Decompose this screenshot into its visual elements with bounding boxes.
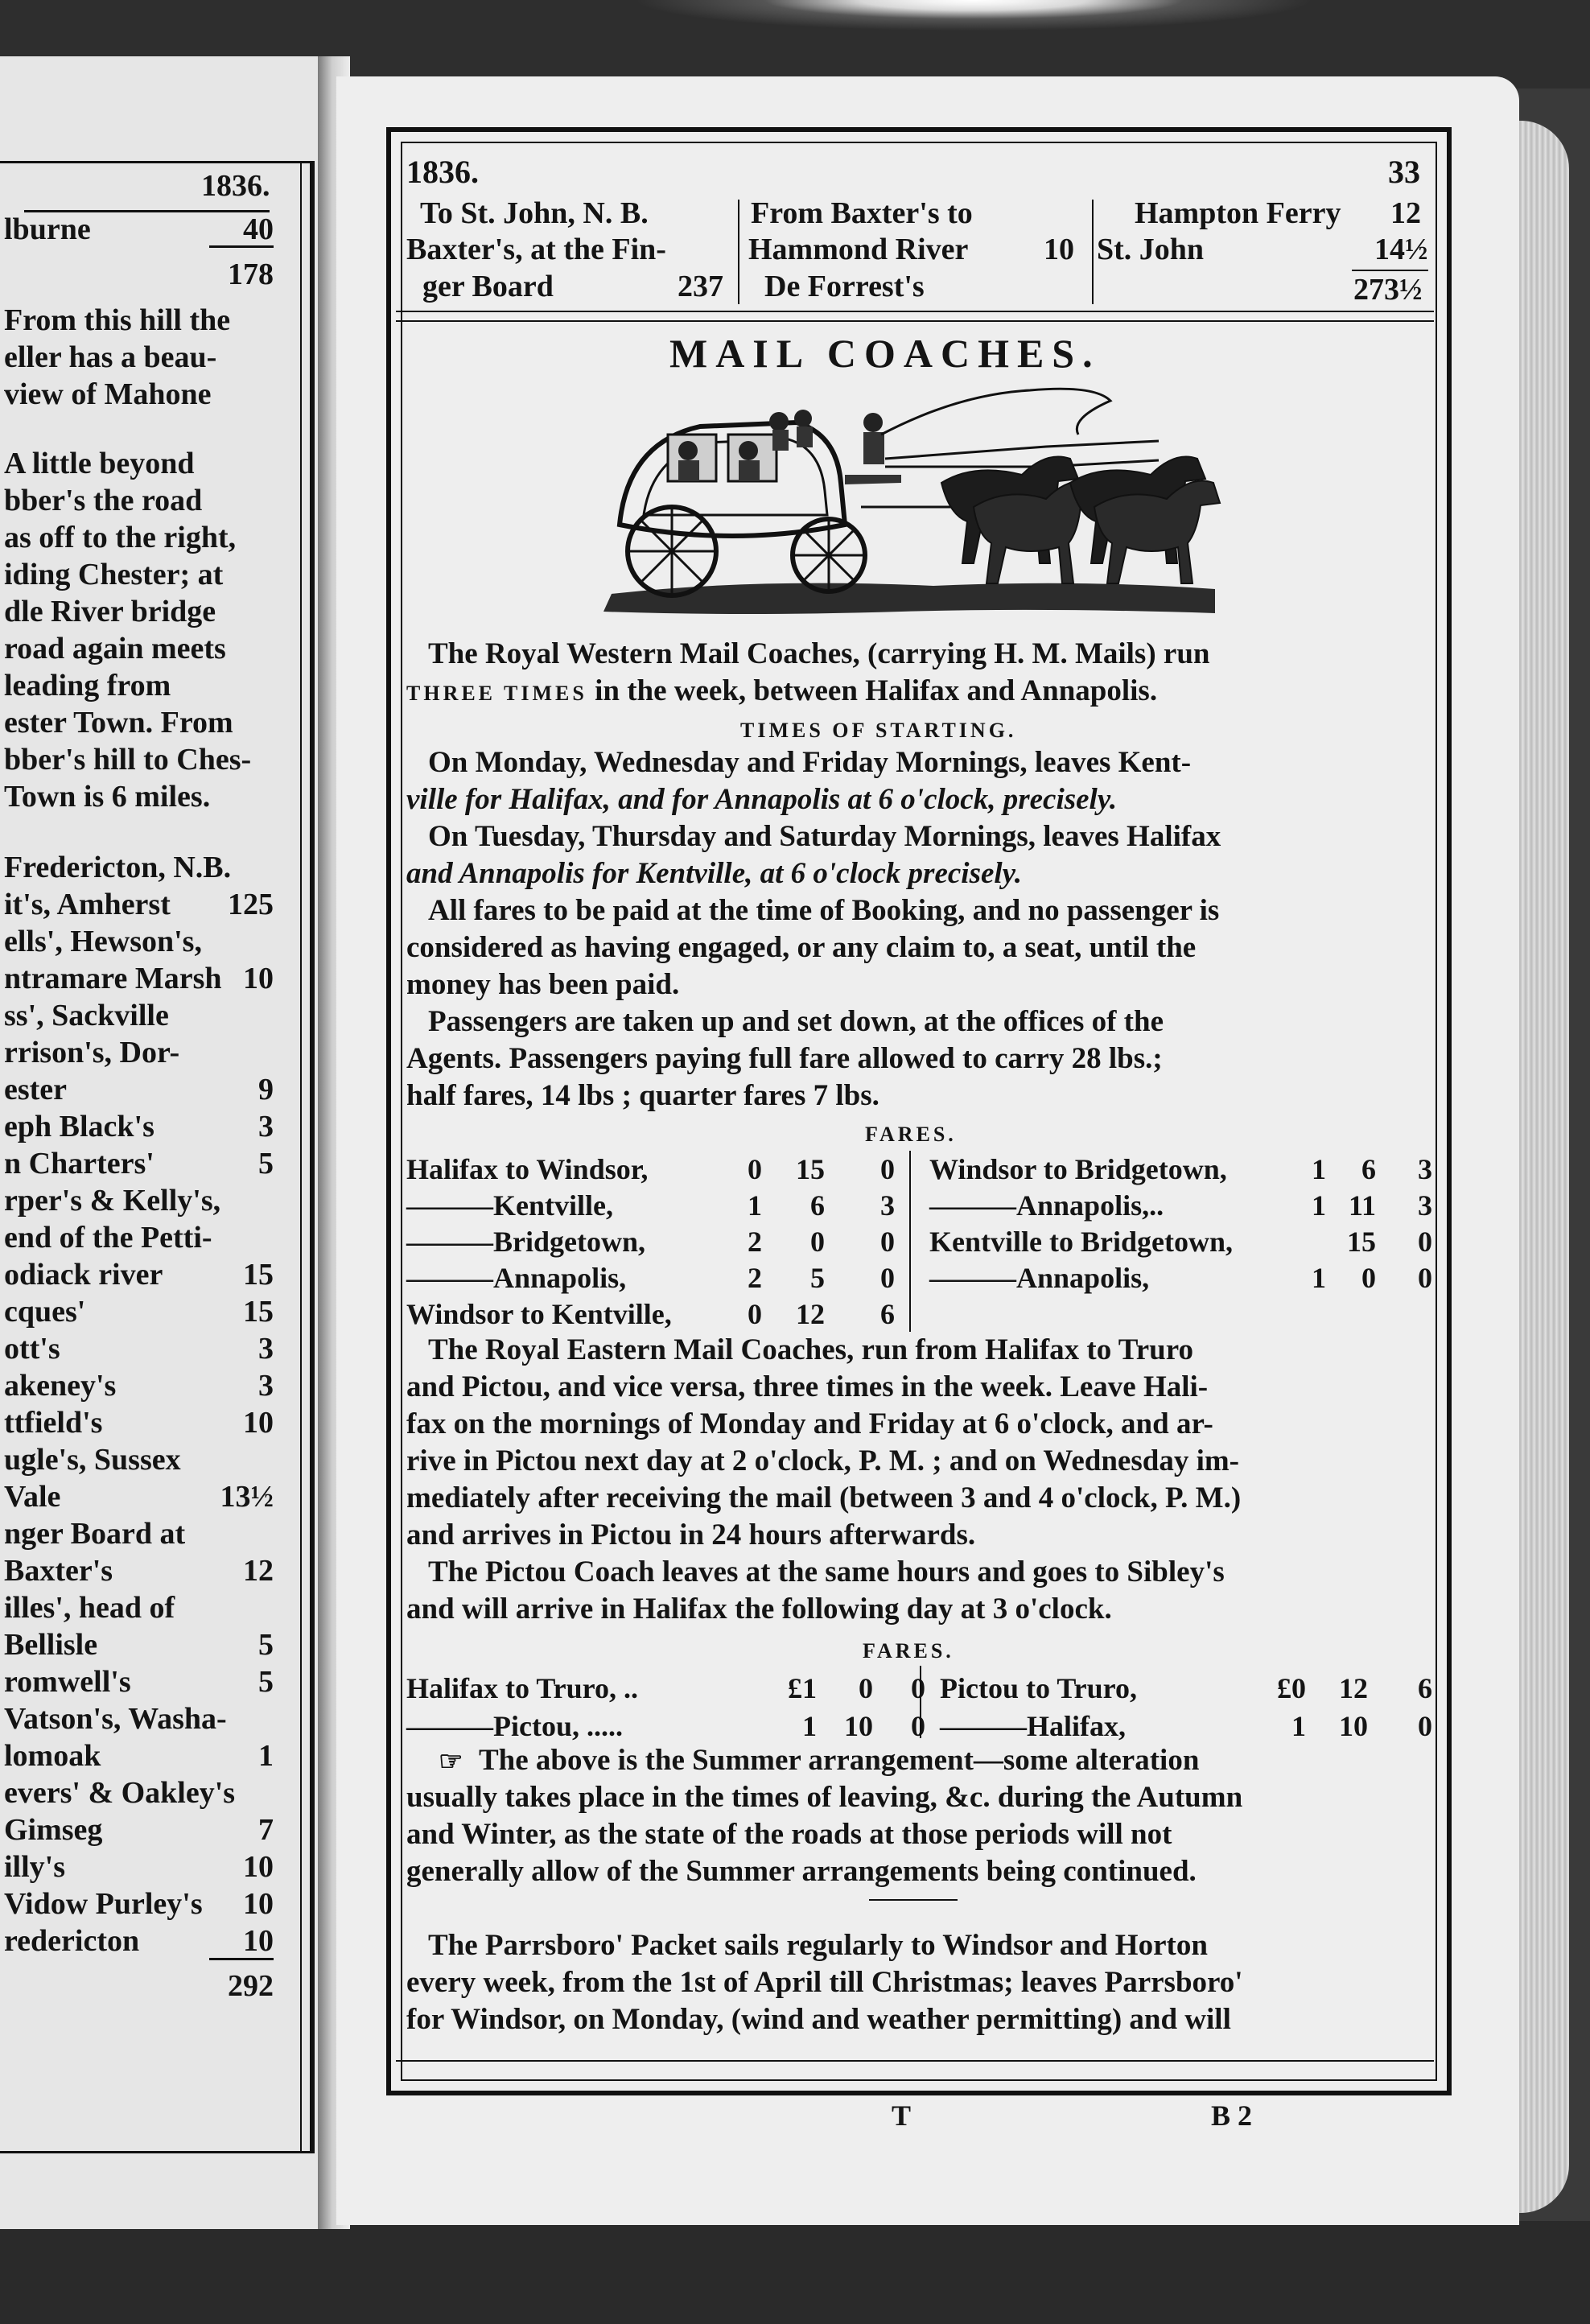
footer-rule <box>396 2060 1434 2062</box>
para4-line2: considered as having engaged, or any claim to, a seat, until the <box>406 931 1197 964</box>
left-line-text: bber's the road <box>4 484 203 517</box>
left-line-text: From this hill the <box>4 303 231 337</box>
fare-amount: 0 <box>1361 1262 1376 1294</box>
fare-amount: 1 <box>1312 1153 1326 1185</box>
left-line-text: lburne <box>4 212 91 246</box>
left-line-number: 10 <box>243 962 274 995</box>
fare-amount: 0 <box>880 1226 895 1258</box>
page-number: 33 <box>1388 154 1420 190</box>
route-col1-num: 237 <box>678 270 723 303</box>
paragraph-line: fax on the mornings of Monday and Friday at 6 o'clock, and ar- <box>406 1407 1213 1440</box>
paragraph-line: and Winter, as the state of the roads at those periods will not <box>406 1818 1172 1851</box>
left-page <box>0 56 330 2229</box>
para5-line3: half fares, 14 lbs ; quarter fares 7 lbs. <box>406 1079 879 1112</box>
para3-line2: and Annapolis for Kentville, at 6 o'clock precisely. <box>406 857 1022 890</box>
left-page-year: 1836. <box>201 169 270 203</box>
para1-line2-caps: THREE TIMES <box>406 682 587 705</box>
fare-amount: 15 <box>796 1153 825 1185</box>
paragraph-line: The Parrsboro' Packet sails regularly to Windsor and Horton <box>428 1929 1208 1962</box>
left-line-number: 10 <box>243 1850 274 1884</box>
left-line-number: 3 <box>258 1369 274 1403</box>
fare-amount: 2 <box>748 1262 762 1294</box>
header-rule <box>396 311 1434 312</box>
fare-amount: 6 <box>1361 1153 1376 1185</box>
paragraph-line: and arrives in Pictou in 24 hours afterwards. <box>406 1518 976 1551</box>
left-line-text: eller has a beau- <box>4 340 217 374</box>
para1-line2-rest: in the week, between Halifax and Annapolis. <box>595 674 1158 707</box>
fare-amount: 0 <box>911 1710 925 1742</box>
paragraph-line: mediately after receiving the mail (between 3 and 4 o'clock, P. M.) <box>406 1481 1242 1514</box>
route-col3-line2: St. John <box>1097 233 1205 266</box>
fare-route-label: ———Bridgetown, <box>406 1226 645 1258</box>
fare-amount: 0 <box>1418 1710 1432 1742</box>
fare-amount: 0 <box>880 1262 895 1294</box>
left-line-text: ttfield's <box>4 1406 103 1440</box>
left-line-number: 7 <box>258 1813 274 1847</box>
left-line-text: ugle's, Sussex <box>4 1443 181 1477</box>
left-line-text: nger Board at <box>4 1517 186 1551</box>
fare-route-label: ———Annapolis, <box>929 1262 1150 1294</box>
left-sum-rule <box>209 1958 274 1960</box>
left-line-text: ells', Hewson's, <box>4 925 202 958</box>
left-line-number: 13½ <box>220 1480 274 1514</box>
section-divider <box>869 1899 958 1901</box>
route-col2-num: 10 <box>1044 233 1074 266</box>
left-line-text: cques' <box>4 1295 86 1329</box>
left-line-text: A little beyond <box>4 447 195 480</box>
header-rule-2 <box>396 320 1434 322</box>
fare-amount: 0 <box>1418 1226 1432 1258</box>
left-line-text: n Charters' <box>4 1147 154 1181</box>
left-line-text: Vidow Purley's <box>4 1887 203 1921</box>
fare-amount: 1 <box>1312 1262 1326 1294</box>
fare-amount: 1 <box>1312 1189 1326 1222</box>
route-col3-num1: 12 <box>1390 196 1421 230</box>
left-line-number: 12 <box>243 1554 274 1588</box>
paragraph-line: generally allow of the Summer arrangements being continued. <box>406 1855 1197 1888</box>
fares-heading: FARES. <box>865 1123 957 1146</box>
signature-mark-left: T <box>892 2099 912 2132</box>
paragraph-line: The above is the Summer arrangement—some alteration <box>479 1744 1200 1777</box>
left-line-text: dle River bridge <box>4 595 216 628</box>
left-line-text: leading from <box>4 669 171 703</box>
fare-amount: £0 <box>1277 1672 1306 1704</box>
fare-route-label: Halifax to Windsor, <box>406 1153 649 1185</box>
left-line-text: it's, Amherst <box>4 888 171 921</box>
left-sum-rule <box>209 245 274 248</box>
left-line-text: view of Mahone <box>4 377 212 411</box>
fare-amount: 2 <box>748 1226 762 1258</box>
fare-route-label: Kentville to Bridgetown, <box>929 1226 1233 1258</box>
fare-amount: 1 <box>748 1189 762 1222</box>
route-sum-rule <box>1352 270 1428 271</box>
route-col2-line3: De Forrest's <box>764 270 925 303</box>
fare-route-label: Halifax to Truro, .. <box>406 1672 638 1704</box>
left-line-text: lomoak <box>4 1739 101 1773</box>
left-line-number: 125 <box>228 888 274 921</box>
route-col1-line1: To St. John, N. B. <box>420 196 649 230</box>
paragraph-line: and will arrive in Halifax the following day at 3 o'clock. <box>406 1593 1112 1626</box>
left-line-text: redericton <box>4 1924 140 1958</box>
left-line-text: Vatson's, Washa- <box>4 1702 227 1736</box>
fare-amount: 0 <box>880 1153 895 1185</box>
left-line-number: 9 <box>258 1073 274 1106</box>
signature-mark-right: B 2 <box>1211 2099 1253 2132</box>
fare-amount: 3 <box>1418 1189 1432 1222</box>
scanner-background-bottom <box>0 2221 1590 2324</box>
route-col3-line1: Hampton Ferry <box>1135 196 1341 230</box>
para2-line2: ville for Halifax, and for Annapolis at 6 o'clock, precisely. <box>406 783 1118 816</box>
paragraph-line: rive in Pictou next day at 2 o'clock, P. M. ; and on Wednesday im- <box>406 1444 1240 1477</box>
paragraph-line: for Windsor, on Monday, (wind and weather permitting) and will <box>406 2003 1231 2036</box>
fare-amount: 15 <box>1347 1226 1376 1258</box>
left-line-text: road again meets <box>4 632 226 665</box>
left-line-number: 3 <box>258 1110 274 1143</box>
fare-amount: 6 <box>810 1189 825 1222</box>
route-col2-line2: Hammond River <box>748 233 969 266</box>
fare-amount: 1 <box>1291 1710 1306 1742</box>
fare-route-label: ———Halifax, <box>940 1710 1126 1742</box>
left-line-number: 178 <box>228 258 274 291</box>
left-line-text: eph Black's <box>4 1110 154 1143</box>
fare-amount: 3 <box>1418 1153 1432 1185</box>
fare-amount: 0 <box>810 1226 825 1258</box>
left-line-text: odiack river <box>4 1258 163 1292</box>
paragraph-line: The Pictou Coach leaves at the same hours and goes to Sibley's <box>428 1556 1225 1588</box>
fare-amount: 1 <box>802 1710 817 1742</box>
fare-route-label: Pictou to Truro, <box>940 1672 1137 1704</box>
fare-amount: 10 <box>1339 1710 1368 1742</box>
paragraph-line: and Pictou, and vice versa, three times in the week. Leave Hali- <box>406 1370 1209 1403</box>
left-line-number: 3 <box>258 1332 274 1366</box>
fare-amount: 5 <box>810 1262 825 1294</box>
left-line-text: akeney's <box>4 1369 117 1403</box>
left-line-number: 10 <box>243 1887 274 1921</box>
section-title: MAIL COACHES. <box>669 331 1101 376</box>
route-col2-line1: From Baxter's to <box>751 196 973 230</box>
left-line-number: 15 <box>243 1258 274 1292</box>
fare-amount: 6 <box>880 1298 895 1330</box>
page-year: 1836. <box>406 154 479 190</box>
left-line-text: rper's & Kelly's, <box>4 1184 221 1218</box>
para2-line1: On Monday, Wednesday and Friday Mornings, leaves Kent- <box>428 746 1192 779</box>
fare-route-label: ———Annapolis,.. <box>929 1189 1164 1222</box>
para1-line2 <box>406 673 1157 712</box>
fare-amount: £1 <box>788 1672 817 1704</box>
left-line-number: 40 <box>243 212 274 246</box>
fares2-heading: FARES. <box>863 1639 954 1663</box>
left-line-text: Fredericton, N.B. <box>4 851 232 884</box>
fare-amount: 0 <box>859 1672 873 1704</box>
left-line-number: 5 <box>258 1628 274 1662</box>
left-line-text: as off to the right, <box>4 521 237 554</box>
left-line-text: illes', head of <box>4 1591 175 1625</box>
left-line-text: bber's hill to Ches- <box>4 743 252 777</box>
para1-line1: The Royal Western Mail Coaches, (carrying H. M. Mails) run <box>428 637 1210 670</box>
fare-amount: 6 <box>1418 1672 1432 1704</box>
fare-route-label: ———Kentville, <box>406 1189 613 1222</box>
left-line-text: Town is 6 miles. <box>4 780 211 814</box>
left-line-number: 5 <box>258 1665 274 1699</box>
route-total: 273½ <box>1353 273 1423 307</box>
coach-engraving-illustration <box>595 386 1223 620</box>
left-line-text: Gimseg <box>4 1813 103 1847</box>
fares2-table-divider <box>920 1666 921 1738</box>
left-line-text: ntramare Marsh <box>4 962 222 995</box>
left-line-text: iding Chester; at <box>4 558 224 591</box>
fares-table-divider <box>909 1151 911 1332</box>
left-line-text: evers' & Oakley's <box>4 1776 236 1810</box>
left-line-text: Baxter's <box>4 1554 113 1588</box>
left-line-text: ester Town. From <box>4 706 233 740</box>
para5-line1: Passengers are taken up and set down, at the offices of the <box>428 1005 1164 1038</box>
fare-amount: 0 <box>748 1298 762 1330</box>
left-line-text: Vale <box>4 1480 61 1514</box>
left-line-number: 292 <box>228 1969 274 2003</box>
left-line-text: ott's <box>4 1332 60 1366</box>
fare-amount: 0 <box>748 1153 762 1185</box>
left-line-number: 5 <box>258 1147 274 1181</box>
left-line-text: rrison's, Dor- <box>4 1036 180 1069</box>
paragraph-line: The Royal Eastern Mail Coaches, run from Halifax to Truro <box>428 1333 1193 1366</box>
para4-line1: All fares to be paid at the time of Booking, and no passenger is <box>428 894 1220 927</box>
fare-route-label: Windsor to Bridgetown, <box>929 1153 1227 1185</box>
fare-amount: 0 <box>911 1672 925 1704</box>
route-divider-1 <box>738 200 739 304</box>
times-heading: TIMES OF STARTING. <box>740 719 1017 742</box>
fare-amount: 3 <box>880 1189 895 1222</box>
left-line-text: end of the Petti- <box>4 1221 212 1255</box>
route-col1-line3: ger Board <box>422 270 554 303</box>
route-divider-2 <box>1092 200 1094 304</box>
para5-line2: Agents. Passengers paying full fare allowed to carry 28 lbs.; <box>406 1042 1163 1075</box>
left-line-text: romwell's <box>4 1665 131 1699</box>
fare-amount: 11 <box>1348 1189 1376 1222</box>
fare-route-label: ———Pictou, ..... <box>406 1710 623 1742</box>
para3-line1: On Tuesday, Thursday and Saturday Mornings, leaves Halifax <box>428 820 1221 853</box>
fare-amount: 12 <box>1339 1672 1368 1704</box>
paragraph-line: every week, from the 1st of April till Christmas; leaves Parrsboro' <box>406 1966 1243 1999</box>
left-line-text: illy's <box>4 1850 66 1884</box>
para4-line3: money has been paid. <box>406 968 680 1001</box>
left-line-text: ss', Sackville <box>4 999 169 1032</box>
route-col1-line2: Baxter's, at the Fin- <box>406 233 666 266</box>
fare-amount: 10 <box>844 1710 873 1742</box>
mail-coach-woodcut <box>595 386 1223 620</box>
left-line-number: 15 <box>243 1295 274 1329</box>
pointing-hand-icon: ☞ <box>439 1747 463 1777</box>
fare-amount: 0 <box>1418 1262 1432 1294</box>
left-line-text: ester <box>4 1073 68 1106</box>
left-line-number: 1 <box>258 1739 274 1773</box>
left-line-text: Bellisle <box>4 1628 98 1662</box>
left-line-number: 10 <box>243 1406 274 1440</box>
fare-route-label: ———Annapolis, <box>406 1262 627 1294</box>
fare-route-label: Windsor to Kentville, <box>406 1298 672 1330</box>
fare-amount: 12 <box>796 1298 825 1330</box>
route-col3-num2: 14½ <box>1374 233 1428 266</box>
left-line-number: 10 <box>243 1924 274 1958</box>
paragraph-line: usually takes place in the times of leaving, &c. during the Autumn <box>406 1781 1243 1814</box>
